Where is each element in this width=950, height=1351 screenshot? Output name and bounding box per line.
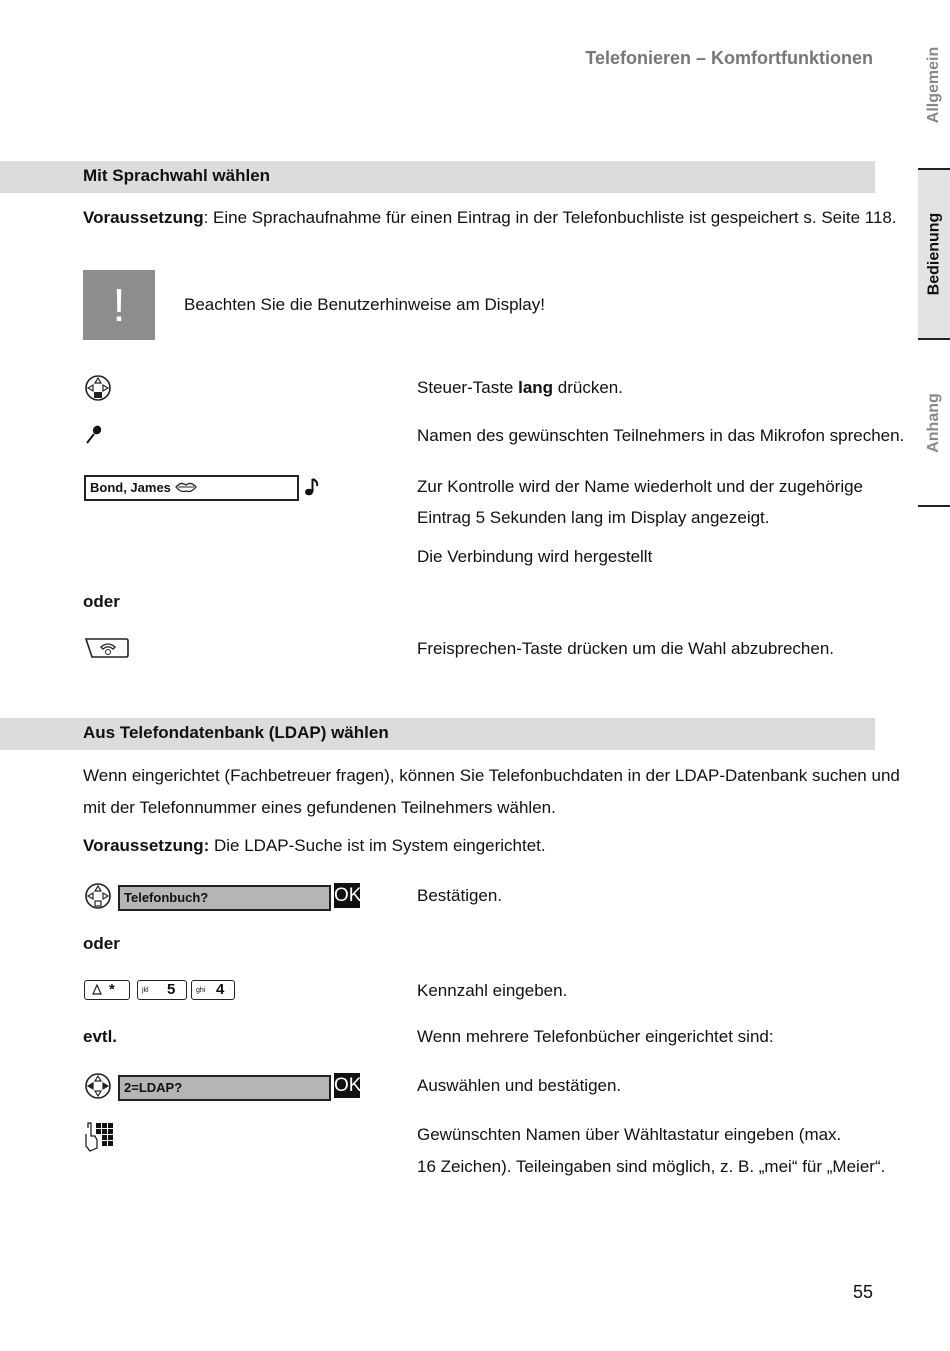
microphone-icon — [85, 425, 103, 445]
step-text: Freisprechen-Taste drücken um die Wahl abzubrechen. — [417, 639, 835, 658]
music-note-icon — [304, 477, 320, 497]
step-text: Steuer-Taste lang drücken. — [417, 378, 623, 397]
keypad-icon — [84, 1122, 114, 1152]
ok-key[interactable]: OK — [334, 885, 362, 906]
star-key[interactable]: * — [84, 980, 130, 1000]
step-text: Eintrag 5 Sekunden lang im Display angezeigt. — [417, 508, 770, 527]
display-voice-name: Bond, James — [84, 475, 299, 501]
intro-text: mit der Telefonnummer eines gefundenen Teilnehmers wählen. — [83, 798, 556, 817]
prerequisite-text: Voraussetzung: Die LDAP-Suche ist im System eingerichtet. — [83, 836, 546, 855]
page-header-title: Telefonieren – Komfortfunktionen — [585, 48, 873, 68]
step-text: Wenn mehrere Telefonbücher eingerichtet sind: — [417, 1027, 774, 1046]
section-heading-ldap: Aus Telefondatenbank (LDAP) wählen — [0, 718, 875, 750]
lips-icon — [175, 481, 197, 493]
display-ldap: 2=LDAP? — [118, 1075, 331, 1101]
step-text: Namen des gewünschten Teilnehmers in das Mikrofon sprechen. — [417, 426, 905, 445]
tab-bedienung[interactable]: Bedienung — [918, 170, 950, 338]
step-text: Die Verbindung wird hergestellt — [417, 547, 653, 566]
page-number: 55 — [852, 1282, 873, 1302]
tab-anhang[interactable]: Anhang — [925, 392, 943, 453]
warning-icon: ! — [83, 270, 155, 340]
key-5[interactable]: jkl 5 — [137, 980, 187, 1000]
tab-divider — [918, 505, 950, 507]
step-text: Kennzahl eingeben. — [417, 981, 568, 1000]
evtl-label: evtl. — [83, 1027, 118, 1046]
ok-key[interactable]: OK — [334, 1075, 362, 1096]
or-label: oder — [83, 934, 120, 953]
display-telefonbuch: Telefonbuch? — [118, 885, 331, 911]
step-text: Zur Kontrolle wird der Name wiederholt und der zugehörige — [417, 477, 864, 496]
tab-allgemein[interactable]: Allgemein — [925, 46, 942, 124]
key-4[interactable]: ghi 4 — [191, 980, 235, 1000]
warning-text: Beachten Sie die Benutzerhinweise am Display! — [184, 295, 545, 314]
speaker-key-icon — [84, 636, 130, 660]
prerequisite-text: Voraussetzung: Eine Sprachaufnahme für einen Eintrag in der Telefonbuchliste ist gespeichert s. Seite 118. — [83, 208, 897, 227]
navigation-key-icon — [84, 1072, 112, 1100]
step-text: Gewünschten Namen über Wähltastatur eingeben (max. — [417, 1125, 842, 1144]
section-heading-sprachwahl: Mit Sprachwahl wählen — [0, 161, 875, 193]
bell-icon — [91, 984, 103, 996]
step-text: 16 Zeichen). Teileingaben sind möglich, z. B. „mei“ für „Meier“. — [417, 1157, 886, 1176]
intro-text: Wenn eingerichtet (Fachbetreuer fragen), können Sie Telefonbuchdaten in der LDAP-Datenbank suchen und — [83, 766, 900, 785]
navigation-key-icon — [84, 882, 112, 910]
or-label: oder — [83, 592, 120, 611]
step-text: Bestätigen. — [417, 886, 503, 905]
navigation-key-icon — [84, 374, 112, 402]
step-text: Auswählen und bestätigen. — [417, 1076, 622, 1095]
